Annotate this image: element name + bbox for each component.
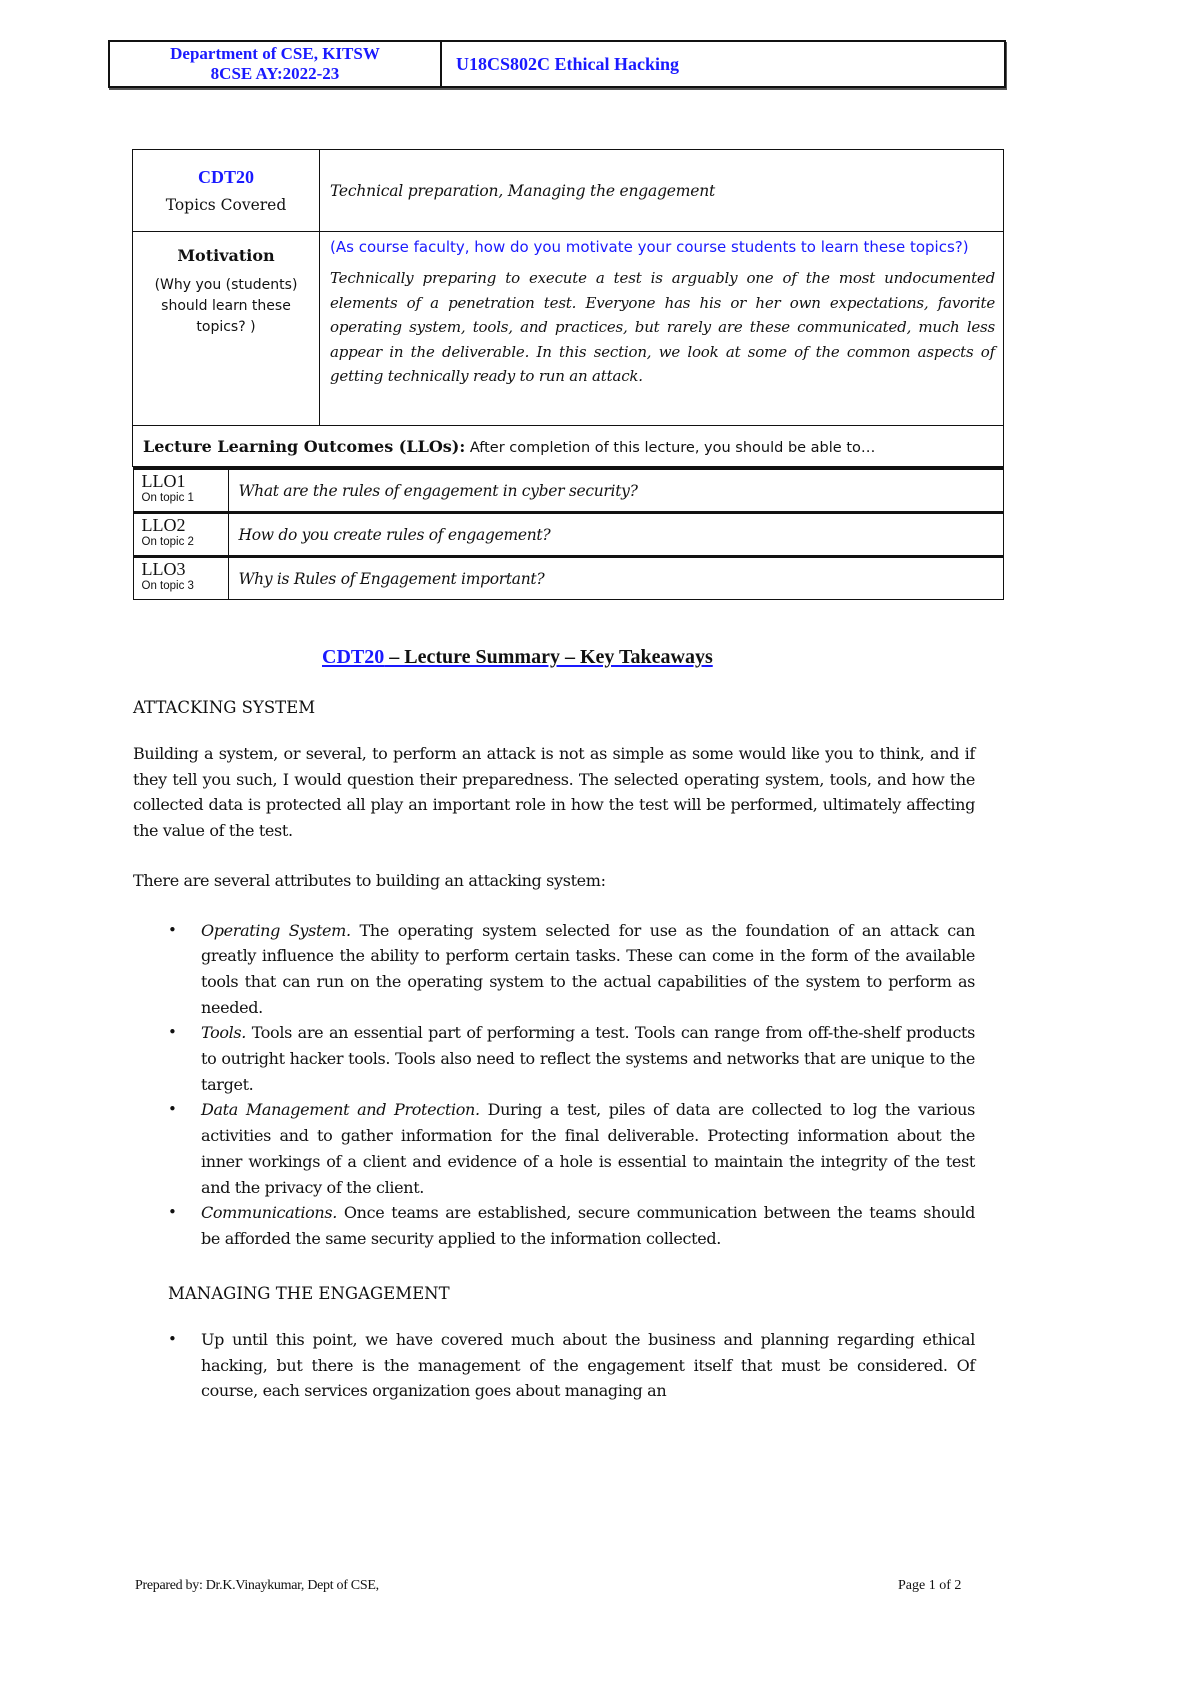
summary-title-code[interactable]: CDT20: [322, 646, 385, 668]
bullet-icon: •: [168, 1203, 177, 1222]
motivation-row: [133, 232, 1004, 426]
list-item-term: Tools.: [201, 1023, 247, 1043]
course-title: U18CS802C Ethical Hacking: [456, 53, 680, 74]
topics-label-cell: [133, 150, 320, 232]
footer-page-number: Page 1 of 2: [898, 1578, 962, 1593]
list-item: [133, 1200, 975, 1251]
llo-topic: On topic 2: [141, 536, 194, 548]
llo-topic: On topic 1: [141, 492, 194, 504]
list-item: [133, 1327, 975, 1404]
motivation-body: Technically preparing to execute a test is arguably one of the most undocumented elements of a penetration test. Everyone has his or her own expectations, favorite operating system, tools, and practices, but rarely are these communicated, much less appear in the deliverable. In this section, we look at some of the common aspects of getting technically ready to run an attack.: [330, 269, 995, 385]
llo-header-text: After completion of this lecture, you should be able to…: [465, 439, 876, 456]
llo-id-cell: [133, 557, 228, 600]
topics-row: [133, 150, 1004, 232]
list-item: [133, 1020, 975, 1097]
llo-code: LLO2: [141, 515, 186, 535]
department-cell: [110, 42, 442, 86]
section-heading: ATTACKING SYSTEM: [133, 698, 316, 717]
motivation-subtitle: (Why you (students) should learn these topics? ): [154, 277, 298, 335]
motivation-label-cell: [133, 232, 320, 426]
llo-text: What are the rules of engagement in cyber security?: [228, 469, 1003, 513]
list-item: [133, 918, 975, 1021]
llo-header-row: [133, 426, 1004, 467]
llo-code: LLO1: [141, 471, 186, 491]
llo-text: How do you create rules of engagement?: [228, 513, 1003, 557]
list-item-text: During a test, piles of data are collected to log the various activities and to gather information for the final deliverable. Protecting information about the inner workings of a client and evidence of a hole is essential to maintain the integrity of the test and the privacy of the client.: [201, 1100, 975, 1197]
list-item: [133, 1097, 975, 1200]
footer-prepared-by: Prepared by: Dr.K.Vinaykumar, Dept of CSE,: [135, 1578, 379, 1593]
summary-title: [322, 646, 713, 669]
llo-row-2: [133, 513, 1003, 557]
section-attacking-system: [133, 698, 975, 1252]
llo-topic: On topic 3: [141, 580, 194, 592]
llo-id-cell: [133, 469, 228, 513]
engagement-list: [133, 1327, 975, 1404]
motivation-question: (As course faculty, how do you motivate your course students to learn these topics?): [330, 238, 969, 256]
department-name: Department of CSE, KITSW: [170, 44, 380, 63]
list-item-text: The operating system selected for use as the foundation of an attack can greatly influence the ability to perform certain tasks. These can come in the form of the available tools that can run on the operating system to the actual capabilities of the system to perform as needed.: [201, 920, 975, 1017]
paragraph: Building a system, or several, to perform an attack is not as simple as some would like you to think, and if they tell you such, I would question their preparedness. The selected operating system, tools, and how the collected data is protected all play an important role in how the test will be performed, ultimately affecting the value of the test.: [133, 744, 975, 840]
list-item-term: Data Management and Protection.: [201, 1100, 480, 1120]
llo-id-cell: [133, 513, 228, 557]
lecture-plan-table: [132, 149, 1004, 600]
cdt-code: CDT20: [197, 167, 254, 187]
bullet-icon: •: [168, 1023, 177, 1042]
list-item-term: Communications.: [201, 1203, 337, 1223]
summary-title-text: – Lecture Summary – Key Takeaways: [384, 646, 713, 668]
bullet-icon: •: [168, 920, 177, 939]
bullet-icon: •: [168, 1330, 177, 1348]
document-header: [108, 40, 1006, 88]
attributes-list: [133, 918, 975, 1252]
section-heading: MANAGING THE ENGAGEMENT: [168, 1284, 450, 1303]
academic-year: 8CSE AY:2022-23: [210, 64, 340, 83]
motivation-content-cell: [320, 232, 1004, 426]
llo-row-1: [133, 469, 1003, 513]
llo-code: LLO3: [141, 559, 186, 579]
section-managing-engagement: [133, 1284, 975, 1404]
topics-value: Technical preparation, Managing the engagement: [320, 150, 1004, 232]
llo-row-3: [133, 557, 1003, 600]
list-item-text: Once teams are established, secure communication between the teams should be afforded the same security applied to the information collected.: [201, 1203, 975, 1248]
llo-header-label: Lecture Learning Outcomes (LLOs):: [143, 436, 466, 456]
motivation-title: Motivation: [177, 246, 275, 265]
topics-label: Topics Covered: [165, 196, 287, 214]
bullet-icon: •: [168, 1100, 177, 1119]
llo-text: Why is Rules of Engagement important?: [228, 557, 1003, 600]
list-item-text: Tools are an essential part of performing a test. Tools can range from off-the-shelf products to outright hacker tools. Tools also need to reflect the systems and networks that are unique to the target.: [201, 1023, 975, 1094]
paragraph: There are several attributes to building an attacking system:: [133, 871, 606, 890]
llo-row: [133, 467, 1004, 601]
list-item-text: Up until this point, we have covered much about the business and planning regarding ethical hacking, but there is the management of the engagement itself that must be considered. Of course, each services organization goes about managing an: [201, 1330, 975, 1401]
llo-header: [133, 426, 1004, 467]
list-item-term: Operating System.: [201, 920, 351, 940]
